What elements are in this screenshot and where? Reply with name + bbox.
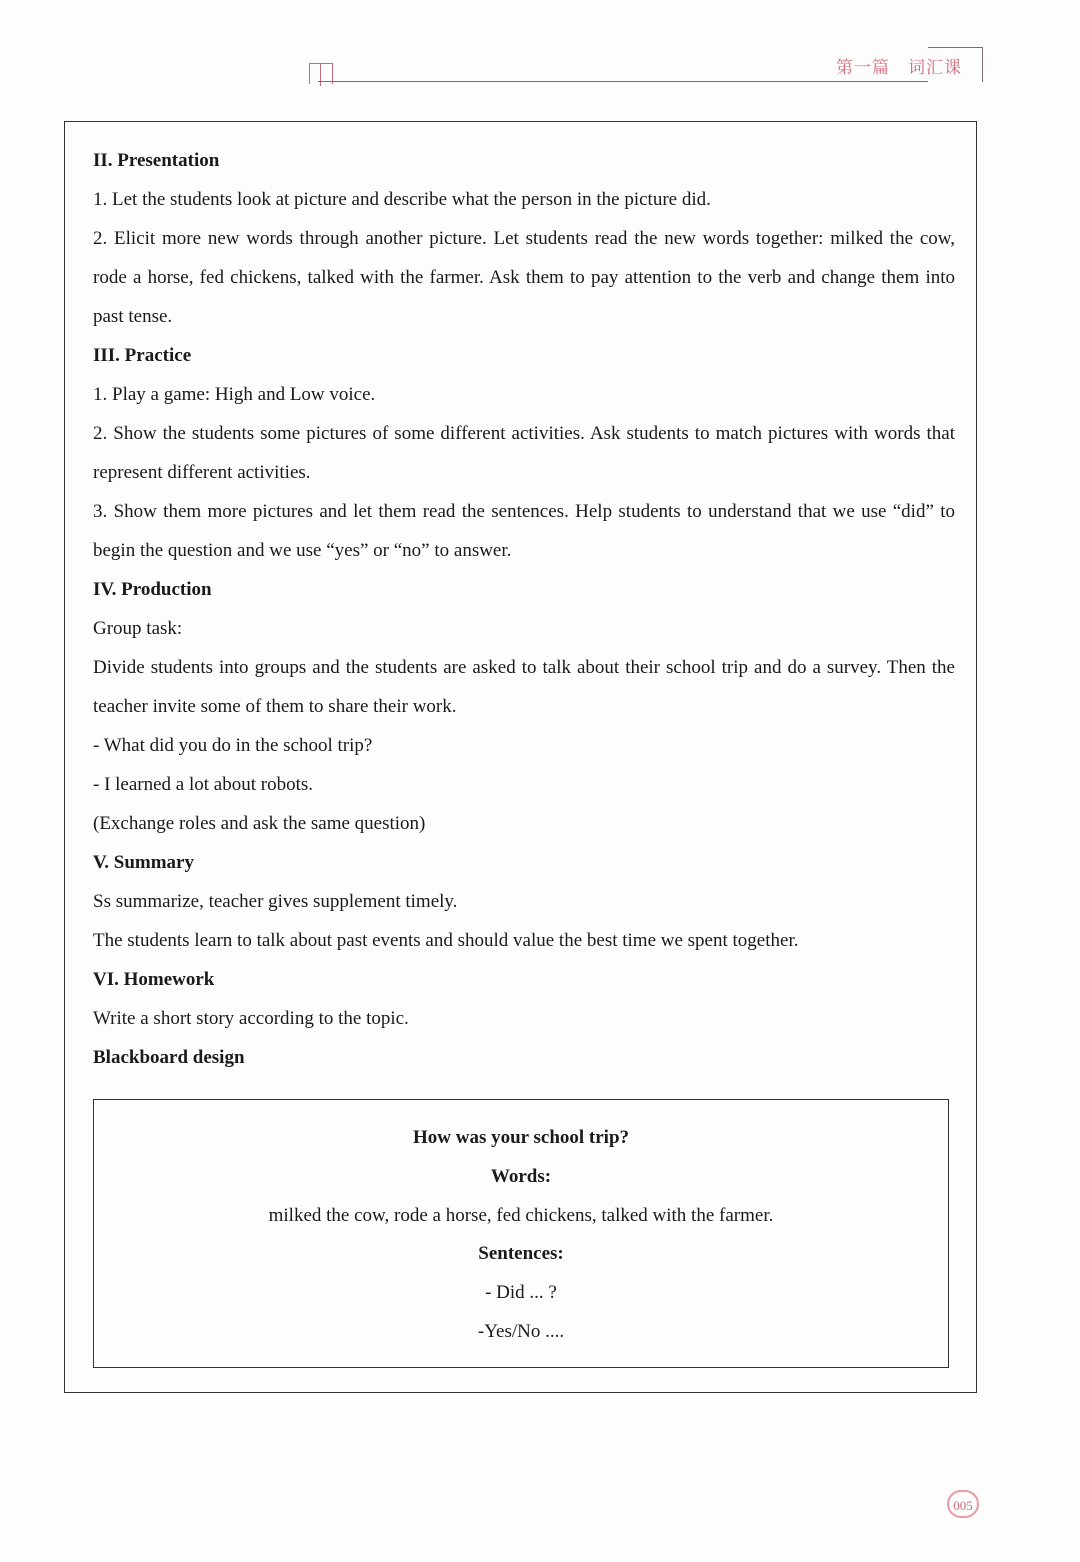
sentence-question: - Did ... ? bbox=[485, 1282, 557, 1304]
paragraph: 3. Show them more pictures and let them read the sentences. Help students to understand that we use “did” to begin the question and we use “yes” or “no” to answer. bbox=[93, 501, 955, 561]
paragraph: 1. Let the students look at picture and describe what the person in the picture did. bbox=[93, 189, 711, 210]
paragraph: Ss summarize, teacher gives supplement timely. bbox=[93, 891, 458, 912]
section-heading: V. Summary bbox=[93, 852, 194, 873]
blackboard-heading: Blackboard design bbox=[93, 1047, 245, 1068]
sentences-label: Sentences: bbox=[478, 1243, 564, 1265]
paragraph: Divide students into groups and the students are asked to talk about their school trip and do a survey. Then the teacher invite some of them to share their work. bbox=[93, 657, 955, 717]
paragraph: 2. Show the students some pictures of some different activities. Ask students to match pictures with words that represent different activities. bbox=[93, 423, 955, 483]
page-number: 005 bbox=[947, 1490, 979, 1518]
paragraph: Write a short story according to the topic. bbox=[93, 1008, 409, 1029]
sentence-answer: -Yes/No .... bbox=[477, 1320, 565, 1342]
paragraph: The students learn to talk about past events and should value the best time we spent together. bbox=[93, 930, 799, 951]
paragraph: Group task: bbox=[93, 618, 183, 639]
paragraph: - What did you do in the school trip? bbox=[93, 735, 373, 756]
paragraph: - I learned a lot about robots. bbox=[93, 774, 314, 795]
header-section: 词汇课 bbox=[908, 58, 962, 78]
header-rule bbox=[318, 81, 928, 82]
section-heading: VI. Homework bbox=[93, 969, 215, 990]
paragraph: 1. Play a game: High and Low voice. bbox=[93, 384, 376, 405]
blackboard-box bbox=[93, 1099, 949, 1368]
section-heading: IV. Production bbox=[93, 579, 212, 600]
words-label: Words: bbox=[490, 1165, 552, 1187]
lesson-content bbox=[93, 141, 955, 1077]
lesson-plan-box bbox=[64, 121, 977, 1393]
paragraph: (Exchange roles and ask the same question) bbox=[93, 813, 426, 834]
running-header bbox=[836, 53, 980, 78]
section-heading: II. Presentation bbox=[93, 150, 220, 171]
header-part: 第一篇 bbox=[836, 58, 890, 78]
words-list: milked the cow, rode a horse, fed chickens, talked with the farmer. bbox=[268, 1204, 774, 1226]
paragraph: 2. Elicit more new words through another picture. Let students read the new words together: milked the cow, rode a horse, fed chickens, talked with the farmer. Ask them to pay attention to the verb and change them into past tense. bbox=[93, 228, 955, 327]
blackboard-title: How was your school trip? bbox=[412, 1127, 630, 1148]
section-heading: III. Practice bbox=[93, 345, 192, 366]
